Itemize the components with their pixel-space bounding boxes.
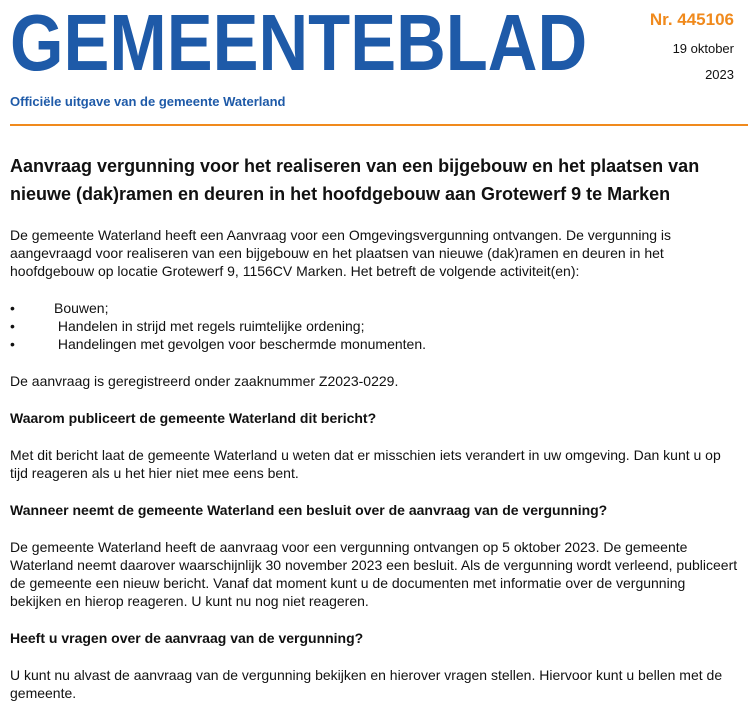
list-item: • Bouwen; <box>10 300 109 316</box>
issue-year: 2023 <box>705 67 734 82</box>
section-body-when: De gemeente Waterland heeft de aanvraag voor een vergunning ontvangen op 5 oktober 2023. De gemeente Waterland neemt daarover waarschijnlijk 30 november 2023 een besluit. Als de vergunning wordt verleend, publiceert de gemeente een nieuw bericht. Vanaf dat moment kunt u de documenten met informatie over de vergunning bekijken en hierop reageren. U kunt nu nog niet reageren. <box>10 539 738 609</box>
registration-text: De aanvraag is geregistreerd onder zaaknummer Z2023-0229. <box>10 373 399 389</box>
bullet-icon: • <box>10 336 15 352</box>
publication-title: GEMEENTEBLAD <box>10 0 588 87</box>
masthead <box>10 0 738 125</box>
list-item: • Handelen in strijd met regels ruimtelijke ordening; <box>10 318 365 334</box>
bullet-icon: • <box>10 318 15 334</box>
article-intro: De gemeente Waterland heeft een Aanvraag voor een Omgevingsvergunning ontvangen. De vergunning is aangevraagd voor realiseren van een bijgebouw en het plaatsen van nieuwe (dak)ramen en deuren in het hoofdgebouw op locatie Grotewerf 9, 1156CV Marken. Het betreft de volgende activiteit(en): <box>10 227 672 279</box>
issue-number: Nr. 445106 <box>649 10 734 29</box>
issue-info <box>650 9 734 83</box>
article <box>10 152 738 721</box>
bullet-icon: • <box>10 300 15 316</box>
publication-subtitle: Officiële uitgave van de gemeente Waterland <box>10 94 286 109</box>
article-heading: Aanvraag vergunning voor het realiseren van een bijgebouw en het plaatsen van nieuwe (dak)ramen en deuren in het hoofdgebouw aan Grotewerf 9 te Marken <box>10 156 700 204</box>
header-divider <box>10 124 748 126</box>
issue-date: 19 oktober <box>672 41 734 56</box>
section-body-why: Met dit bericht laat de gemeente Waterland u weten dat er misschien iets verandert in uw omgeving. Dan kunt u op tijd reageren als u het hier niet mee eens bent. <box>10 447 721 481</box>
section-heading-why: Waarom publiceert de gemeente Waterland dit bericht? <box>10 410 377 426</box>
section-body-questions: U kunt nu alvast de aanvraag van de vergunning bekijken en hierover vragen stellen. Hiervoor kunt u bellen met de gemeente. <box>10 667 723 701</box>
activity-list <box>10 299 738 353</box>
list-item: • Handelingen met gevolgen voor beschermde monumenten. <box>10 336 427 352</box>
section-heading-questions: Heeft u vragen over de aanvraag van de vergunning? <box>10 630 364 646</box>
section-heading-when: Wanneer neemt de gemeente Waterland een besluit over de aanvraag van de vergunning? <box>10 502 608 518</box>
